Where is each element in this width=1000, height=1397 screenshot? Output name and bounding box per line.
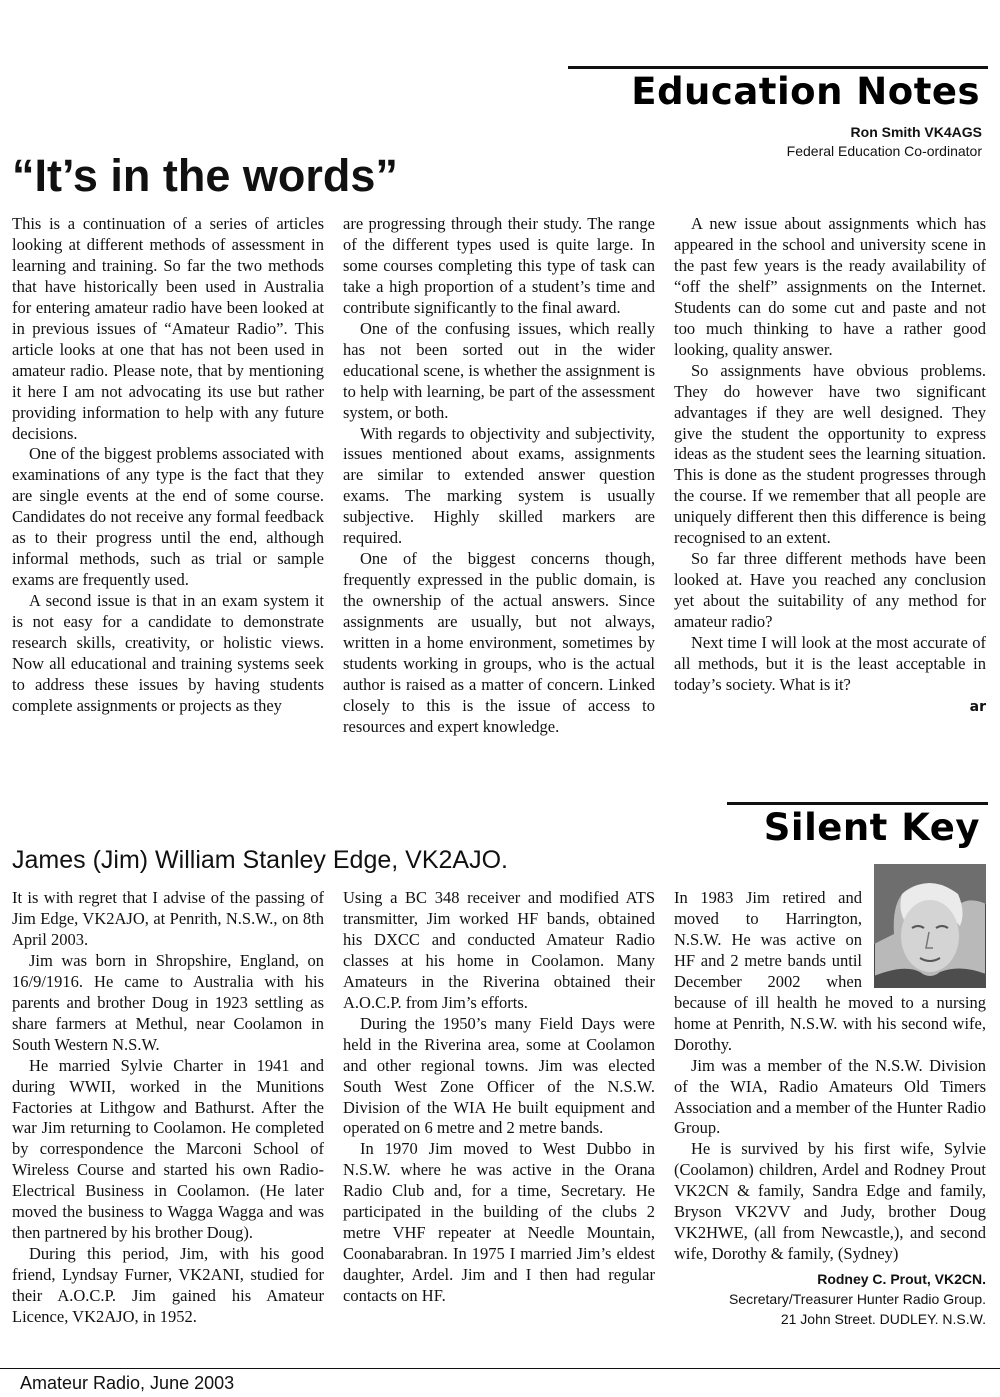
paragraph: With regards to objectivity and subjectivity, issues mentioned about exams, assignments are similar to extended answer question exams. The marking system is usually subjective. Highly skilled markers are required.: [343, 423, 655, 548]
paragraph: So far three different methods have been looked at. Have you reached any conclusion yet about the suitability of any method for amateur radio?: [674, 549, 986, 632]
signature-block: [674, 1269, 986, 1329]
education-column-1: [12, 214, 324, 717]
author-name: Ron Smith VK4AGS: [850, 124, 982, 140]
paragraph: are progressing through their study. The range of the different types used is quite large. In some courses completing this type of task can take a high proportion of a student’s time and contribute significantly to the final award.: [343, 214, 655, 317]
paragraph: One of the biggest problems associated with examinations of any type is the fact that they are single events at the end of some course. Candidates do not receive any formal feedback as to their progress until the end, although informal methods, such as trial or sample exams are frequently used.: [12, 444, 324, 590]
paragraph: It is with regret that I advise of the passing of Jim Edge, VK2AJO, at Penrith, N.S.W., on 8th April 2003.: [12, 888, 324, 949]
paragraph: Jim was a member of the N.S.W. Division of the WIA, Radio Amateurs Old Timers Association and a member of the Hunter Radio Group.: [674, 1055, 986, 1138]
paragraph: In 1970 Jim moved to West Dubbo in N.S.W. where he was active in the Orana Radio Club and, for a time, Secretary. He participated in the building of the clubs 2 metre VHF repeater at Needle Mountain, Coonabarabran. In 1975 I married Jim’s eldest daughter, Ardel. Jim and I then had regular contacts on HF.: [343, 1139, 655, 1306]
section-title-silent-key: Silent Key: [763, 806, 980, 849]
education-column-2: [343, 214, 655, 738]
footer-publication: Amateur Radio, June 2003: [20, 1373, 235, 1393]
obituary-column-1: [12, 888, 324, 1328]
obituary-title: James (Jim) William Stanley Edge, VK2AJO.: [12, 846, 508, 874]
paragraph: One of the biggest concerns though, frequently expressed in the public domain, is the ownership of the actual answers. Since assignments are usually, but not always, written in a home environment, sometimes by students working in groups, who is the actual author is raised as a matter of concern. Linked closely to this is the issue of access to resources and expert knowledge.: [343, 549, 655, 736]
paragraph: During the 1950’s many Field Days were held in the Riverina area, some at Coolamon and other regional towns. Jim was elected South West Zone Officer of the N.S.W. Division of the WIA He built equipment and operated on 6 metre and 2 metre bands.: [343, 1013, 655, 1138]
article-title: “It’s in the words”: [12, 150, 398, 201]
paragraph: In 1983 Jim retired and moved to Harrington, N.S.W. He was active on HF and 2 metre bands until December 2002 when because of ill health he moved to a nursing home at Penrith, N.S.W. with his second wife, Dorothy.: [674, 888, 986, 1054]
obituary-column-2: [343, 888, 655, 1307]
silent-key-rule: [727, 802, 988, 805]
signature-role: Secretary/Treasurer Hunter Radio Group.: [728, 1291, 986, 1308]
paragraph: This is a continuation of a series of articles looking at different methods of assessment in learning and training. So far the two methods that have historically been used in Australia for entering amateur radio have been looked at in previous issues of “Amateur Radio”. This article looks at one that has not been used in amateur radio. Please note, that by mentioning it here I am not advocating its use but rather providing information to help with any future decisions.: [12, 214, 324, 443]
paragraph: A new issue about assignments which has appeared in the school and university scene in the past few years is the ready availability of “off the shelf” assignments on the Internet. Students can do some cut and paste and not too much thinking to have a rather good looking, quality answer.: [674, 214, 986, 359]
end-mark: ar: [969, 698, 986, 715]
paragraph: He married Sylvie Charter in 1941 and during WWII, worked in the Munitions Factories at Lithgow and Bathurst. After the war Jim returning to Coolamon. He completed by correspondence the Marconi School of Wireless Course and started his own Radio-Electrical Business in Coolamon. (He later moved the business to Wagga Wagga and was then partnered by his brother Doug).: [12, 1055, 324, 1243]
portrait-photo: [874, 864, 986, 988]
signature-name: Rodney C. Prout, VK2CN.: [817, 1271, 986, 1288]
footer-rule: [0, 1368, 1000, 1369]
paragraph: During this period, Jim, with his good friend, Lyndsay Furner, VK2ANI, studied for their A.O.C.P. Jim gained his Amateur Licence, VK2AJO, in 1952.: [12, 1244, 324, 1327]
paragraph: Next time I will look at the most accurate of all methods, but it is the least acceptable in today’s society. What is it?: [674, 633, 986, 694]
obituary-column-3: [674, 888, 986, 1329]
paragraph: Using a BC 348 receiver and modified ATS transmitter, Jim worked HF bands, obtained his DXCC and conducted Amateur Radio classes at his home in Coolamon. Many Amateurs in the Riverina obtained their A.O.C.P. from Jim’s efforts.: [343, 888, 655, 1012]
signature-address: 21 John Street. DUDLEY. N.S.W.: [780, 1311, 986, 1328]
top-rule: [568, 66, 988, 69]
education-column-3: [674, 214, 986, 718]
author-byline: [787, 123, 982, 161]
paragraph: So assignments have obvious problems. They do however have two significant advantages if they are well designed. They give the student the opportunity to express ideas as the student sees the learning situation. This is done as the student progresses through the course. If we remember that all people are uniquely different then this difference is being recognised to an extent.: [674, 360, 986, 548]
paragraph: One of the confusing issues, which really has not been sorted out in the wider educational scene, is whether the assignment is to help with learning, be part of the assessment system, or both.: [343, 318, 655, 422]
paragraph: A second issue is that in an exam system it is not easy for a candidate to demonstrate research skills, creativity, or holistic views. Now all educational and training systems seek to address these issues by having students complete assignments or projects as they: [12, 591, 324, 715]
paragraph: Jim was born in Shropshire, England, on 16/9/1916. He came to Australia with his parents and brother Doug in 1923 settling as share farmers at Methul, near Coolamon in South Western N.S.W.: [12, 950, 324, 1054]
paragraph: He is survived by his first wife, Sylvie (Coolamon) children, Ardel and Rodney Prout VK2CN & family, Sandra Edge and family, Bryson VK2VV and Judy, brother Doug VK2HWE, (all from Newcastle,), and second wife, Dorothy & family, (Sydney): [674, 1139, 986, 1264]
section-title-education-notes: Education Notes: [631, 70, 980, 113]
author-role: Federal Education Co-ordinator: [786, 143, 982, 159]
